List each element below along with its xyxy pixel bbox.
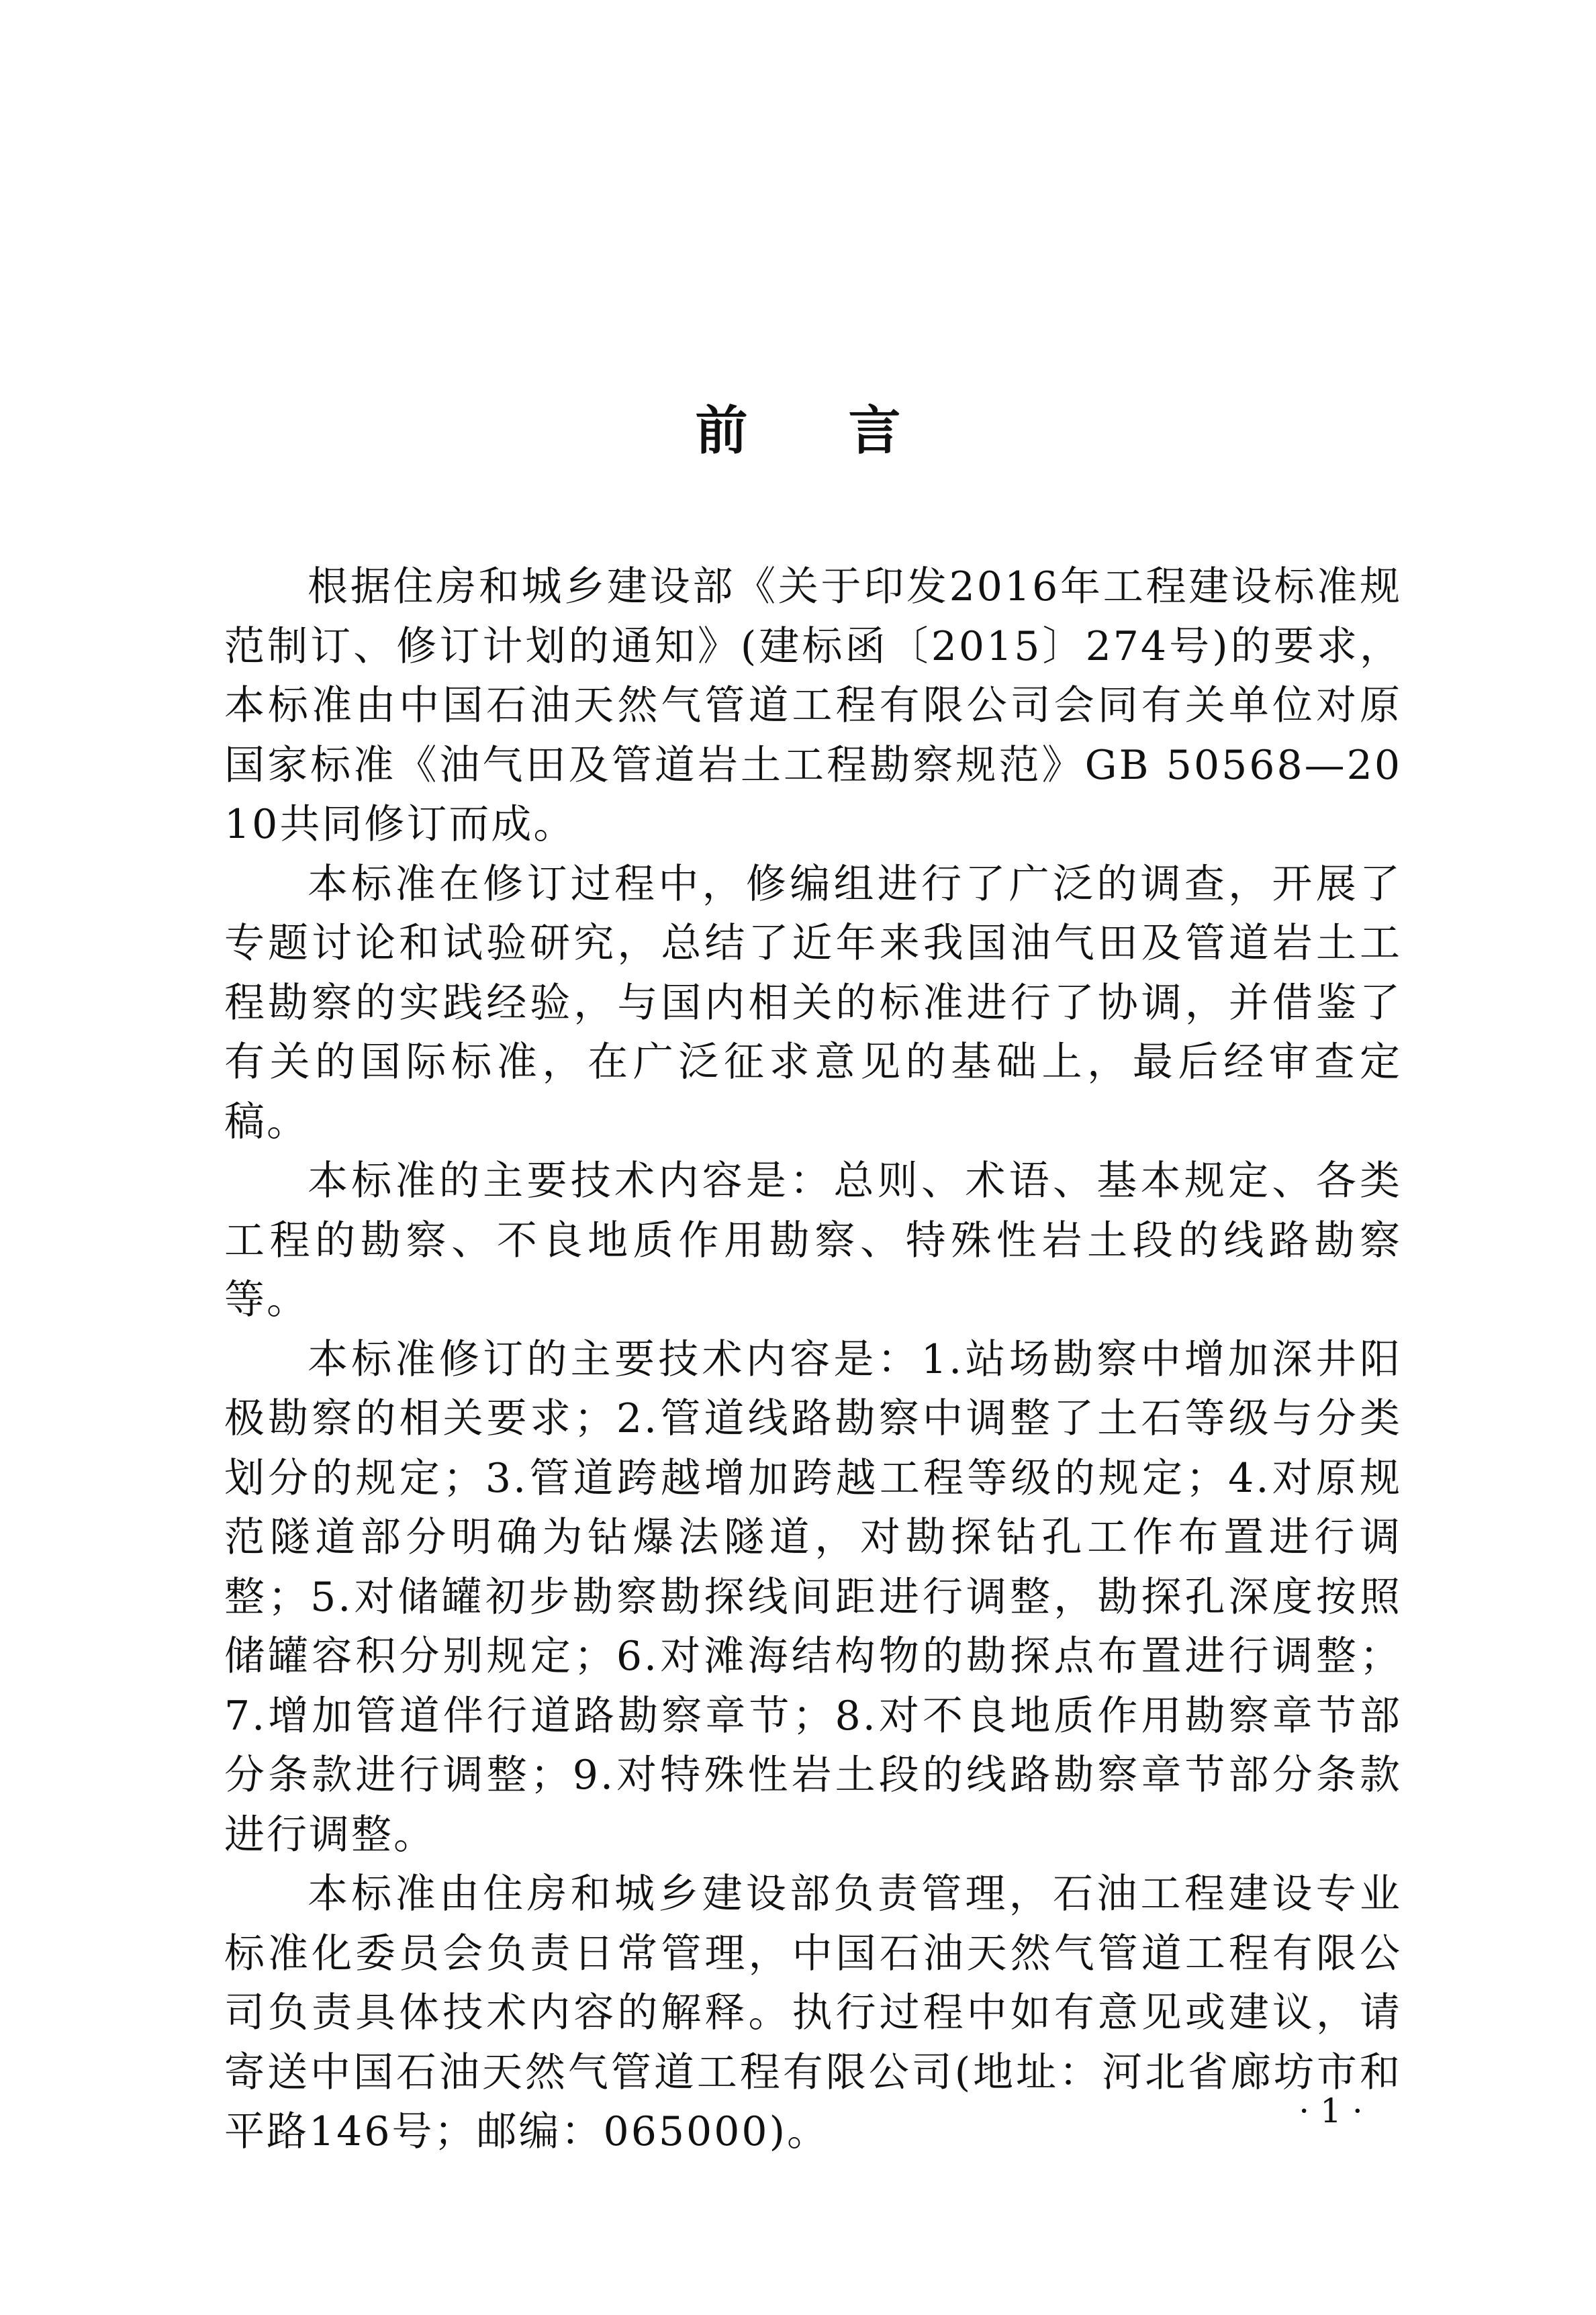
paragraph-main-content: 本标准的主要技术内容是：总则、术语、基本规定、各类工程的勘察、不良地质作用勘察、特殊性岩土段的线路勘察等。: [224, 1158, 1402, 1323]
paragraph-management: 本标准由住房和城乡建设部负责管理，石油工程建设专业标准化委员会负责日常管理，中国石油天然气管道工程有限公司负责具体技术内容的解释。执行过程中如有意见或建议，请寄送中国石油天然气管道工程有限公司(地址：河北省廊坊市和平路146号；邮编：065000)。: [224, 1871, 1402, 2155]
page-title: 前言: [695, 401, 1002, 462]
preface-body: [224, 557, 1402, 2162]
paragraph-revision-changes: 本标准修订的主要技术内容是：1.站场勘察中增加深井阳极勘察的相关要求；2.管道线路勘察中调整了土石等级与分类划分的规定；3.管道跨越增加跨越工程等级的规定；4.对原规范隧道部分明确为钻爆法隧道，对勘探钻孔工作布置进行调整；5.对储罐初步勘察勘探线间距进行调整，勘探孔深度按照储罐容积分别规定；6.对滩海结构物的勘探点布置进行调整；7.增加管道伴行道路勘察章节；8.对不良地质作用勘察章节部分条款进行调整；9.对特殊性岩土段的线路勘察章节部分条款进行调整。: [224, 1335, 1402, 1858]
paragraph-revision-process: 本标准在修订过程中，修编组进行了广泛的调查，开展了专题讨论和试验研究，总结了近年来我国油气田及管道岩土工程勘察的实践经验，与国内相关的标准进行了协调，并借鉴了有关的国际标准，在广泛征求意见的基础上，最后经审查定稿。: [224, 860, 1402, 1145]
paragraph-revision-basis: 根据住房和城乡建设部《关于印发2016年工程建设标准规范制订、修订计划的通知》(建标函〔2015〕274号)的要求，本标准由中国石油天然气管道工程有限公司会同有关单位对原国家标准《油气田及管道岩土工程勘察规范》GB 50568—2010共同修订而成。: [224, 563, 1402, 848]
page-number: ·1·: [1299, 2091, 1374, 2130]
